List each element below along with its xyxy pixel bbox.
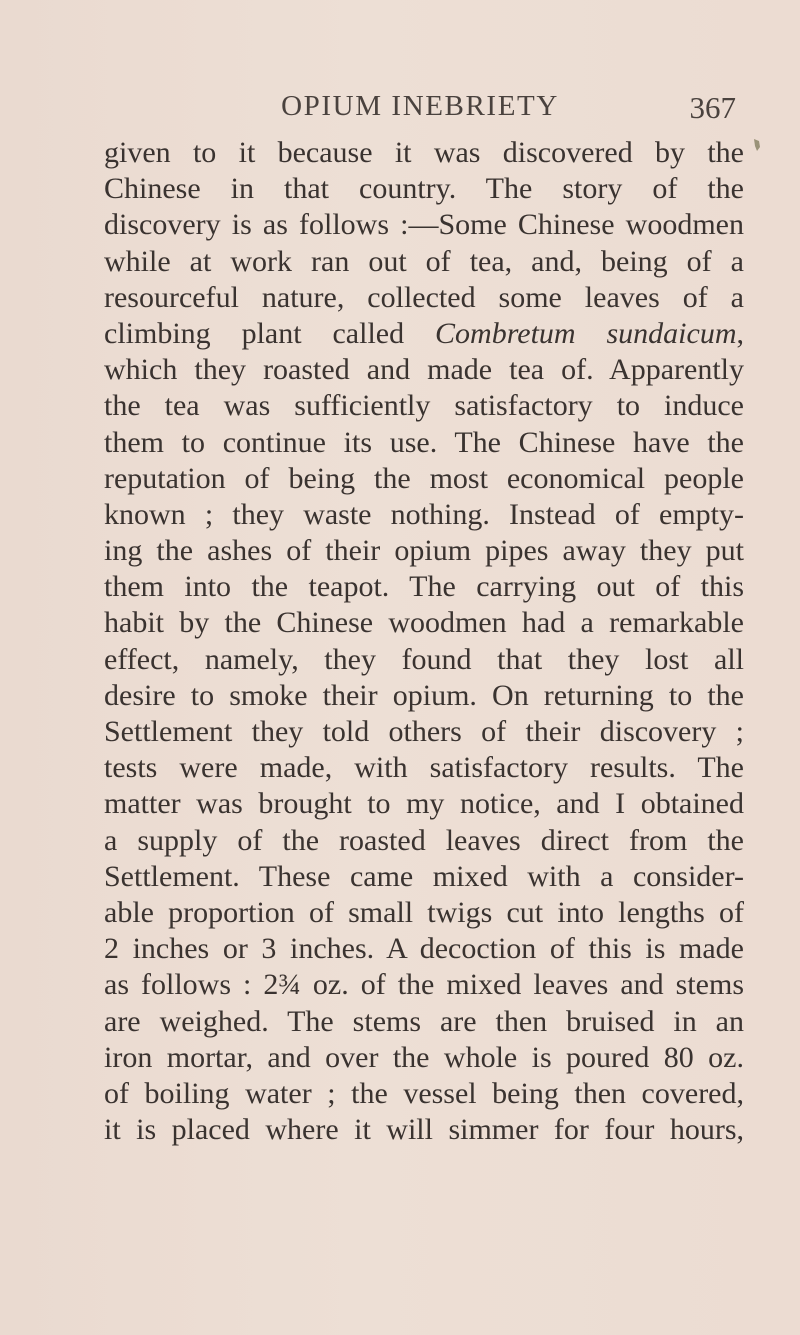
text-line: are weighed. The stems are then bruised in an <box>104 1004 744 1038</box>
text-line: it is placed where it will simmer for four hours, <box>104 1113 744 1147</box>
text-line: matter was brought to my notice, and I obtained <box>104 787 744 821</box>
text-line: discovery is as follows :—Some Chinese woodmen <box>104 208 744 242</box>
text-line: Settlement they told others of their discovery ; <box>104 715 744 748</box>
text-line: them to continue its use. The Chinese have the <box>104 425 744 459</box>
text-line: which they roasted and made tea of. Apparently <box>104 353 744 387</box>
text-line: Chinese in that country. The story of the <box>104 172 744 206</box>
text-line: iron mortar, and over the whole is poured 80 oz. <box>104 1040 744 1074</box>
text-line: effect, namely, they found that they lost all <box>104 642 744 676</box>
text-line: ing the ashes of their opium pipes away they put <box>104 534 744 568</box>
ink-mark <box>753 138 761 152</box>
text-line: known ; they waste nothing. Instead of empty- <box>104 497 744 531</box>
text-line: reputation of being the most economical people <box>104 461 744 495</box>
body-text <box>104 135 744 1148</box>
text-line: Settlement. These came mixed with a consider- <box>104 859 744 893</box>
text-line: given to it because it was discovered by the <box>104 136 744 169</box>
running-head <box>104 86 736 136</box>
species-name: Combretum sundaicum <box>435 316 737 350</box>
text-line: resourceful nature, collected some leaves of a <box>104 280 744 314</box>
text-line: as follows : 2¾ oz. of the mixed leaves and stems <box>104 968 744 1002</box>
text-line: desire to smoke their opium. On returning to the <box>104 678 744 712</box>
text-line-with-italic: climbing plant called Combretum sundaicum, <box>104 316 744 350</box>
text-line: the tea was sufficiently satisfactory to induce <box>104 389 744 423</box>
text-line: habit by the Chinese woodmen had a remarkable <box>104 606 744 640</box>
text-line: 2 inches or 3 inches. A decoction of this is made <box>104 932 744 966</box>
text-line: able proportion of small twigs cut into lengths of <box>104 895 744 929</box>
text-line: a supply of the roasted leaves direct from the <box>104 823 744 857</box>
text-line: of boiling water ; the vessel being then covered, <box>104 1076 744 1110</box>
text-line: them into the teapot. The carrying out of this <box>104 570 744 604</box>
text-line: while at work ran out of tea, and, being of a <box>104 244 744 278</box>
page-number: 367 <box>689 90 736 125</box>
text-line: tests were made, with satisfactory results. The <box>104 751 744 785</box>
running-title: OPIUM INEBRIETY <box>281 90 559 122</box>
